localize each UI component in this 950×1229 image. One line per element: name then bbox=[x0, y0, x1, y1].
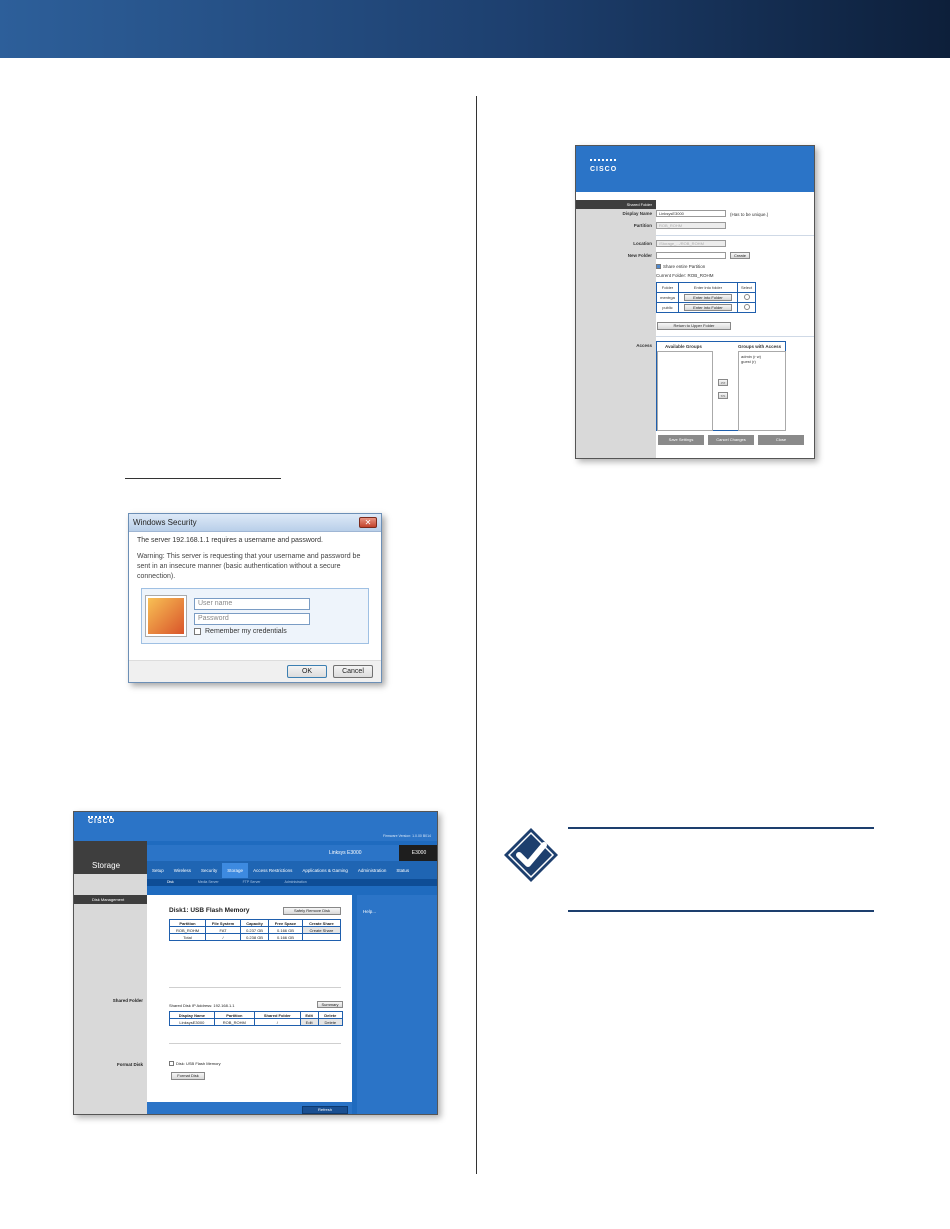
table-cell: ROB_ROHM bbox=[170, 927, 206, 934]
separator bbox=[656, 336, 815, 337]
table-header: Enter into folder bbox=[678, 283, 737, 293]
table-header: Partition bbox=[214, 1012, 254, 1019]
side-format-disk: Format Disk bbox=[116, 1062, 143, 1067]
table-header: Shared Folder bbox=[254, 1012, 300, 1019]
table-cell: / bbox=[254, 1019, 300, 1026]
table-header: File System bbox=[206, 920, 241, 927]
dialog-message: The server 192.168.1.1 requires a username and password. bbox=[137, 537, 323, 544]
share-entire-checkbox[interactable] bbox=[656, 264, 661, 269]
cisco-logo: CISCO bbox=[590, 166, 618, 173]
cisco-bars-icon bbox=[590, 159, 616, 163]
table-header: Edit bbox=[300, 1012, 318, 1019]
router-footer bbox=[147, 1102, 352, 1115]
model-bar bbox=[147, 845, 438, 861]
table-header: Partition bbox=[170, 920, 206, 927]
subnav-administration[interactable]: Administration bbox=[284, 880, 307, 884]
table-cell: 0.166 GB bbox=[269, 927, 303, 934]
select-radio[interactable] bbox=[744, 304, 750, 310]
firmware-version: Firmware Version: 1.0.00 B014 bbox=[382, 834, 431, 838]
table-row bbox=[170, 927, 341, 934]
model-code: E3000 bbox=[399, 845, 438, 861]
username-field[interactable]: User name bbox=[194, 598, 310, 610]
table-cell: LinksysE3000 bbox=[170, 1019, 215, 1026]
subnav-disk[interactable]: Disk bbox=[167, 880, 174, 884]
nav-administration[interactable]: Administration bbox=[357, 867, 387, 873]
table-row bbox=[657, 293, 756, 303]
separator bbox=[169, 1043, 341, 1044]
unique-hint: (Has to be unique.) bbox=[730, 212, 769, 217]
disk-title: Disk1: USB Flash Memory bbox=[169, 907, 250, 914]
disk-table bbox=[169, 919, 341, 941]
table-cell: 0.166 GB bbox=[269, 934, 303, 941]
table-row bbox=[170, 934, 341, 941]
folder-name: mentrga bbox=[657, 293, 679, 303]
partition-label: Partition bbox=[633, 223, 652, 228]
underline-rule bbox=[125, 478, 281, 479]
separator bbox=[169, 987, 341, 988]
help-link[interactable]: Help... bbox=[357, 895, 438, 1115]
table-cell: / bbox=[206, 934, 241, 941]
groups-panel bbox=[656, 341, 786, 431]
partition-field: ROB_ROHM bbox=[656, 222, 726, 229]
credential-panel bbox=[141, 588, 369, 644]
subnav-ftp-server[interactable]: FTP Server bbox=[242, 880, 261, 884]
format-disk-label: Disk: USB Flash Memory bbox=[176, 1061, 221, 1066]
user-avatar-icon bbox=[146, 596, 186, 636]
side-shared-folder-head: Shared Folder bbox=[576, 200, 656, 209]
table-header: Capacity bbox=[240, 920, 268, 927]
new-folder-field[interactable] bbox=[656, 252, 726, 259]
table-header: Delete bbox=[318, 1012, 342, 1019]
remove-group-button[interactable]: << bbox=[718, 392, 728, 399]
table-cell: Total bbox=[170, 934, 206, 941]
shared-folder-footer bbox=[656, 435, 815, 445]
close-button[interactable]: Close bbox=[758, 435, 804, 445]
current-folder: Current Folder: ROB_ROHM bbox=[656, 273, 714, 278]
table-cell: 0.237 GB bbox=[240, 927, 268, 934]
groups-with-access-list[interactable] bbox=[738, 351, 786, 431]
select-radio[interactable] bbox=[744, 294, 750, 300]
dialog-titlebar bbox=[129, 514, 381, 532]
return-upper-folder-button[interactable]: Return to Upper Folder bbox=[657, 322, 731, 330]
table-header: Free Space bbox=[269, 920, 303, 927]
shared-ip: Shared Disk IP Address: 192.168.1.1 bbox=[169, 1003, 235, 1008]
cisco-logo: CISCO bbox=[88, 818, 116, 825]
format-row bbox=[169, 1061, 221, 1066]
format-disk-button[interactable]: Format Disk bbox=[171, 1072, 205, 1080]
nav-applications-gaming[interactable]: Applications & Gaming bbox=[302, 867, 348, 873]
section-title: Storage bbox=[74, 841, 147, 874]
remember-checkbox[interactable] bbox=[194, 628, 201, 635]
share-entire-label: Share entire Partition bbox=[663, 264, 706, 269]
router-main-content bbox=[147, 895, 352, 1102]
windows-security-dialog bbox=[128, 513, 382, 683]
table-row bbox=[657, 303, 756, 313]
new-folder-label: New Folder bbox=[627, 253, 652, 258]
group-entry[interactable]: admin (r w) bbox=[741, 354, 762, 359]
nav-security[interactable]: Security bbox=[201, 867, 218, 873]
table-header: Display Name bbox=[170, 1012, 215, 1019]
display-name-field[interactable]: LinksysE3000 bbox=[656, 210, 726, 217]
nav-setup[interactable]: Setup bbox=[152, 867, 164, 873]
delete-button[interactable]: Delete bbox=[318, 1019, 342, 1026]
nav-storage[interactable]: Storage bbox=[222, 863, 248, 878]
group-entry[interactable]: guest (r) bbox=[741, 359, 756, 364]
folder-name: public bbox=[657, 303, 679, 313]
share-entire-row bbox=[656, 264, 705, 269]
model-name: Linksys E3000 bbox=[329, 850, 362, 856]
add-group-button[interactable]: >> bbox=[718, 379, 728, 386]
cancel-changes-button[interactable]: Cancel Changes bbox=[708, 435, 754, 445]
sub-nav bbox=[147, 879, 438, 886]
router-storage-screenshot bbox=[73, 811, 438, 1115]
share-table bbox=[169, 1011, 343, 1026]
table-header: Folder bbox=[657, 283, 679, 293]
location-field: /Storage_.../ROB_ROHM bbox=[656, 240, 726, 247]
available-groups-list[interactable] bbox=[657, 351, 713, 431]
enter-folder-button[interactable]: Enter into Folder bbox=[684, 294, 732, 301]
column-divider bbox=[476, 96, 477, 1174]
table-row bbox=[170, 1019, 343, 1026]
nav-status[interactable]: Status bbox=[396, 867, 410, 873]
save-settings-button[interactable]: Save Settings bbox=[658, 435, 704, 445]
shared-folder-header bbox=[576, 146, 814, 192]
available-groups-label: Available Groups bbox=[665, 344, 702, 349]
display-name-label: Display Name bbox=[622, 211, 652, 216]
create-button[interactable]: Create bbox=[730, 252, 750, 259]
location-label: Location bbox=[633, 241, 652, 246]
groups-with-access-label: Groups with Access bbox=[738, 344, 782, 349]
router-sidebar bbox=[74, 841, 147, 1115]
close-icon[interactable]: ✕ bbox=[359, 517, 377, 528]
shared-folder-screenshot bbox=[575, 145, 815, 459]
main-nav bbox=[147, 861, 438, 879]
refresh-button[interactable]: Refresh bbox=[302, 1106, 348, 1114]
dialog-warning: Warning: This server is requesting that your username and password be sent in an insecure manner (basic authentication without a secure connection). bbox=[137, 553, 361, 580]
subnav-media-server[interactable]: Media Server bbox=[197, 880, 219, 884]
table-header: Select bbox=[738, 283, 756, 293]
header-banner bbox=[0, 0, 950, 58]
separator bbox=[656, 235, 815, 236]
nav-wireless[interactable]: Wireless bbox=[173, 867, 192, 873]
table-header: Create Share bbox=[302, 920, 340, 927]
access-label: Access bbox=[636, 343, 652, 348]
shared-folder-sidebar bbox=[576, 200, 656, 459]
format-disk-checkbox[interactable] bbox=[169, 1061, 174, 1066]
note-top-rule bbox=[568, 827, 874, 829]
enter-folder-button[interactable]: Enter into Folder bbox=[684, 304, 732, 311]
password-field[interactable]: Password bbox=[194, 613, 310, 625]
note-checkmark-icon bbox=[502, 826, 560, 884]
table-cell bbox=[302, 934, 340, 941]
remember-label: Remember my credentials bbox=[205, 627, 287, 635]
folder-table bbox=[656, 282, 756, 313]
side-shared-folder: Shared Folder bbox=[112, 998, 143, 1003]
side-disk-management: Disk Management bbox=[74, 895, 147, 904]
table-cell: 0.238 GB bbox=[240, 934, 268, 941]
ok-button[interactable]: OK bbox=[287, 665, 327, 678]
edit-button[interactable]: Edit bbox=[300, 1019, 318, 1026]
nav-access-restrictions[interactable]: Access Restrictions bbox=[253, 867, 293, 873]
create-share-button[interactable]: Create Share bbox=[302, 927, 340, 934]
table-cell: FAT bbox=[206, 927, 241, 934]
table-cell: ROB_ROHM bbox=[214, 1019, 254, 1026]
note-bottom-rule bbox=[568, 910, 874, 912]
summary-button[interactable]: Summary bbox=[317, 1001, 343, 1008]
dialog-title: Windows Security bbox=[133, 518, 197, 527]
safely-remove-button[interactable]: Safely Remove Disk bbox=[283, 907, 341, 915]
cancel-button[interactable]: Cancel bbox=[333, 665, 373, 678]
router-header bbox=[74, 812, 437, 841]
